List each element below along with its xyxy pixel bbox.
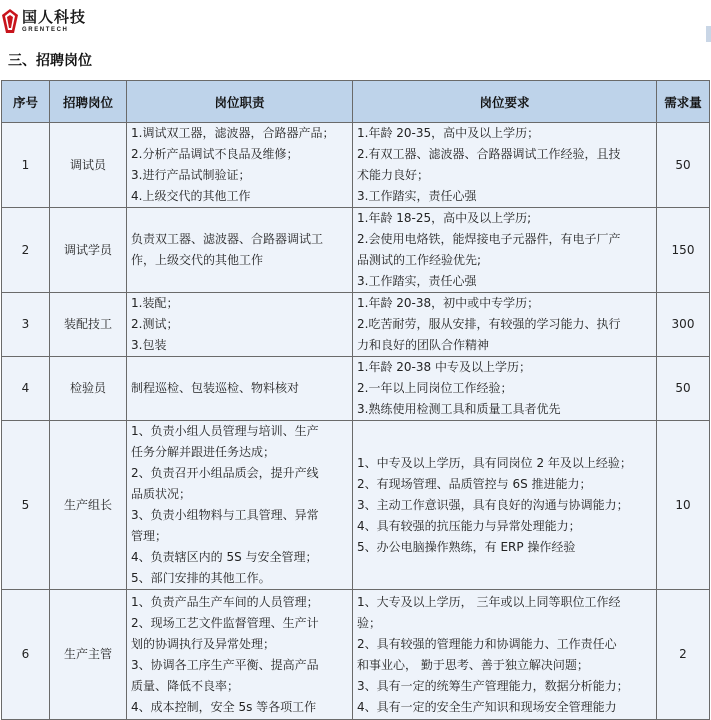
row-requirements	[353, 123, 657, 208]
row-number: 2	[2, 208, 50, 293]
row-quantity: 50	[657, 357, 710, 421]
duty-line: 管理；	[131, 529, 168, 543]
requirement-line: 1、中专及以上学历，具有同岗位 2 年及以上经验；	[357, 455, 632, 470]
requirement-line: 4、具有一定的安全生产知识和现场安全管理能力	[357, 699, 617, 714]
duty-line: 1、负责产品生产车间的人员管理；	[131, 594, 319, 609]
duty-line: 4.上级交代的其他工作	[131, 189, 251, 203]
requirement-line: 2.一年以上同岗位工作经验；	[357, 381, 513, 395]
requirement-line: 1.年龄 18-25，高中及以上学历;	[357, 211, 532, 225]
requirement-line: 3、主动工作意识强，具有良好的沟通与协调能力；	[357, 497, 629, 512]
duty-line: 3、负责小组物料与工具管理、异常	[131, 508, 319, 522]
duty-line: 划的协调执行及异常处理；	[131, 636, 276, 651]
table-header-row	[2, 81, 710, 123]
requirement-line: 1.年龄 20-38，初中或中专学历；	[357, 296, 540, 310]
logo-english-name: GRENTECH	[22, 26, 69, 33]
row-position: 检验员	[50, 357, 127, 421]
requirement-line: 3、具有一定的统筹生产管理能力，数据分析能力；	[357, 678, 629, 693]
header-quantity: 需求量	[657, 81, 710, 123]
table-row	[2, 293, 710, 357]
section-title: 三、招聘岗位	[8, 53, 92, 69]
duty-line: 3.进行产品试制验证；	[131, 168, 251, 182]
duty-line: 2、现场工艺文件监督管理、生产计	[131, 615, 319, 630]
row-requirements	[353, 293, 657, 357]
row-position: 生产组长	[50, 421, 127, 590]
duty-line: 2.分析产品调试不良品及维修；	[131, 147, 299, 161]
table-row	[2, 123, 710, 208]
company-logo	[2, 6, 86, 36]
row-number: 3	[2, 293, 50, 357]
requirement-line: 5、办公电脑操作熟练，有 ERP 操作经验	[357, 539, 576, 554]
row-requirements	[353, 590, 657, 720]
duty-line: 负责双工器、滤波器、合路器调试工	[131, 232, 324, 246]
duty-line: 质量、降低不良率；	[131, 678, 240, 693]
requirement-line: 2.有双工器、滤波器、合路器调试工作经验，且技	[357, 147, 621, 161]
row-requirements	[353, 357, 657, 421]
requirement-line: 1.年龄 20-38 中专及以上学历；	[357, 360, 531, 374]
row-quantity: 2	[657, 590, 710, 720]
header-requirements: 岗位要求	[353, 81, 657, 123]
row-number: 6	[2, 590, 50, 720]
row-quantity: 300	[657, 293, 710, 357]
logo-mark-icon	[2, 9, 18, 33]
duty-line: 4、成本控制，安全 5s 等各项工作	[131, 699, 317, 714]
row-quantity: 50	[657, 123, 710, 208]
edge-marker	[706, 26, 711, 42]
row-duties	[127, 208, 353, 293]
row-duties	[127, 293, 353, 357]
logo-chinese-name: 国人科技	[22, 7, 87, 26]
table-row	[2, 357, 710, 421]
table-row	[2, 421, 710, 590]
requirement-line: 3.工作踏实，责任心强	[357, 274, 477, 288]
requirement-line: 3.工作踏实，责任心强	[357, 189, 477, 203]
requirement-line: 4、具有较强的抗压能力与异常处理能力；	[357, 518, 581, 533]
duty-line: 4、负责辖区内的 5S 与安全管理；	[131, 550, 318, 564]
requirement-line: 2.会使用电烙铁，能焊接电子元器件，有电子厂产	[357, 232, 621, 246]
requirement-line: 1、大专及以上学历， 三年或以上同等职位工作经	[357, 594, 621, 609]
row-number: 4	[2, 357, 50, 421]
header-position: 招聘岗位	[50, 81, 127, 123]
duty-line: 品质状况；	[131, 487, 192, 501]
row-duties	[127, 590, 353, 720]
requirement-line: 品测试的工作经验优先;	[357, 253, 482, 267]
recruitment-table	[1, 80, 710, 720]
row-position: 调试员	[50, 123, 127, 208]
requirement-line: 1.年龄 20-35，高中及以上学历；	[357, 126, 540, 140]
row-position: 生产主管	[50, 590, 127, 720]
row-duties	[127, 421, 353, 590]
duty-line: 2、负责召开小组品质会，提升产线	[131, 466, 319, 480]
row-duties	[127, 357, 353, 421]
row-requirements	[353, 421, 657, 590]
requirement-line: 力和良好的团队合作精神	[357, 338, 490, 352]
row-duties	[127, 123, 353, 208]
duty-line: 1、负责小组人员管理与培训、生产	[131, 424, 319, 438]
requirement-line: 和事业心， 勤于思考、善于独立解决问题；	[357, 657, 589, 672]
row-number: 1	[2, 123, 50, 208]
row-position: 调试学员	[50, 208, 127, 293]
requirement-line: 2、具有较强的管理能力和协调能力、工作责任心	[357, 636, 617, 651]
row-quantity: 150	[657, 208, 710, 293]
header-no: 序号	[2, 81, 50, 123]
table-row	[2, 208, 710, 293]
row-quantity: 10	[657, 421, 710, 590]
requirement-line: 术能力良好；	[357, 168, 430, 182]
duty-line: 制程巡检、包装巡检、物料核对	[131, 381, 300, 395]
table-row	[2, 590, 710, 720]
duty-line: 3.包装	[131, 338, 167, 352]
duty-line: 5、部门安排的其他工作。	[131, 571, 271, 585]
header-duties: 岗位职责	[127, 81, 353, 123]
row-position: 装配技工	[50, 293, 127, 357]
duty-line: 2.测试；	[131, 317, 179, 331]
requirement-line: 3.熟练使用检测工具和质量工具者优先	[357, 402, 561, 416]
requirement-line: 2、有现场管理、品质管控与 6S 推进能力；	[357, 476, 592, 491]
row-requirements	[353, 208, 657, 293]
duty-line: 任务分解并跟进任务达成；	[131, 445, 276, 459]
requirement-line: 验；	[357, 615, 382, 630]
duty-line: 作，上级交代的其他工作	[131, 253, 264, 267]
duty-line: 1.装配；	[131, 296, 179, 310]
duty-line: 3、协调各工序生产平衡、提高产品	[131, 657, 319, 672]
duty-line: 1.调试双工器，滤波器，合路器产品；	[131, 126, 335, 140]
requirement-line: 2.吃苦耐劳，服从安排，有较强的学习能力、执行	[357, 317, 621, 331]
row-number: 5	[2, 421, 50, 590]
